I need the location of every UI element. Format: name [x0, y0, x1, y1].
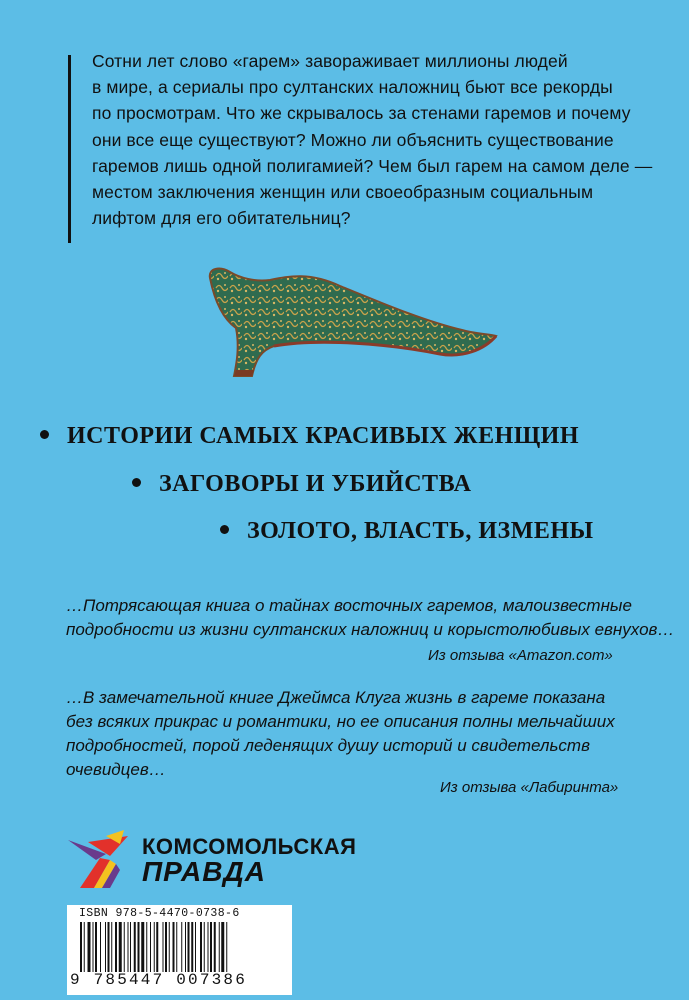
intro-bar [68, 55, 71, 243]
intro-line: они все еще существуют? Можно ли объяснить существование [92, 129, 614, 150]
barcode-bar [176, 922, 177, 972]
bullet-dot-icon [40, 430, 49, 439]
barcode-bar [141, 922, 144, 972]
bullet-item [132, 471, 471, 498]
barcode-bar [200, 922, 202, 972]
barcode-bar [219, 922, 220, 972]
quote-line: очевидцев… [66, 760, 166, 779]
bullet-label: ИСТОРИИ САМЫХ КРАСИВЫХ ЖЕНЩИН [67, 423, 580, 449]
intro-text [92, 48, 652, 231]
bullet-dot-icon [132, 478, 141, 487]
barcode-bar [138, 922, 140, 972]
quote-line: …В замечательной книге Джеймса Клуга жизнь в гареме показана [66, 688, 606, 707]
barcode-bar [108, 922, 110, 972]
isbn-text: ISBN 978-5-4470-0738-6 [79, 907, 240, 920]
barcode-bar [95, 922, 97, 972]
quote-source: Из отзыва «Amazon.com» [428, 647, 613, 664]
barcode-bar [80, 922, 82, 972]
barcode-bar [214, 922, 216, 972]
ean-number: 9 785447 007386 [70, 971, 248, 989]
intro-line: лифтом для его обитательниц? [92, 208, 351, 229]
barcode-bar [84, 922, 85, 972]
intro-line: в мире, а сериалы про султанских наложниц бьют все рекорды [92, 77, 613, 98]
barcode-bar [134, 922, 136, 972]
barcode-bar [111, 922, 112, 972]
shoe-illustration [200, 258, 500, 380]
barcode-bar [119, 922, 122, 972]
barcode-bar [181, 922, 182, 972]
quote-line: подробности из жизни султанских наложниц и корыстолюбивых евнухов… [66, 620, 675, 639]
quote-source: Из отзыва «Лабиринта» [440, 779, 619, 796]
publisher-name-line2: ПРАВДА [142, 856, 266, 887]
barcode-bar [195, 922, 196, 972]
barcode-bar [163, 922, 164, 972]
barcode-bar [221, 922, 224, 972]
barcode-bar [204, 922, 205, 972]
quote-line: подробностей, порой леденящих душу историй и свидетельств [66, 736, 590, 755]
quote-line: …Потрясающая книга о тайнах восточных гаремов, малоизвестные [66, 596, 632, 615]
barcode-bar [124, 922, 125, 972]
barcode-bar [146, 922, 147, 972]
barcode-bars [80, 922, 280, 972]
barcode-bar [130, 922, 131, 972]
bullet-label: ЗАГОВОРЫ И УБИЙСТВА [159, 471, 472, 497]
intro-line: по просмотрам. Что же скрывалось за стенами гаремов и почему [92, 103, 631, 124]
barcode-bar [115, 922, 117, 972]
bullet-item [40, 423, 579, 450]
barcode-bar [156, 922, 158, 972]
barcode-bar [150, 922, 151, 972]
barcode-bar [210, 922, 212, 972]
barcode-bar [128, 922, 129, 972]
bullet-dot-icon [220, 525, 229, 534]
barcode-bar [173, 922, 175, 972]
barcode-bar [188, 922, 190, 972]
barcode-bar [191, 922, 193, 972]
barcode-bar [105, 922, 106, 972]
bullet-label: ЗОЛОТО, ВЛАСТЬ, ИЗМЕНЫ [247, 518, 594, 544]
barcode-bar [88, 922, 91, 972]
barcode-bar [185, 922, 186, 972]
publisher-name-line1: КОМСОМОЛЬСКАЯ [142, 834, 357, 859]
intro-line: Сотни лет слово «гарем» завораживает миллионы людей [92, 51, 568, 71]
review-quote [66, 594, 675, 642]
barcode-bar [208, 922, 209, 972]
quote-line: без всяких прикрас и романтики, но ее описания полны мельчайших [66, 712, 615, 731]
barcode-bar [169, 922, 170, 972]
intro-line: гаремов лишь одной полигамией? Чем был гарем на самом деле — [92, 155, 653, 176]
intro-line: местом заключения женщин или своеобразным социальным [92, 182, 594, 203]
barcode-bar [226, 922, 227, 972]
barcode-bar [93, 922, 94, 972]
bullet-item [220, 518, 594, 545]
barcode-bar [165, 922, 167, 972]
barcode-bar [154, 922, 155, 972]
review-quote [66, 686, 646, 782]
barcode-bar [100, 922, 101, 972]
